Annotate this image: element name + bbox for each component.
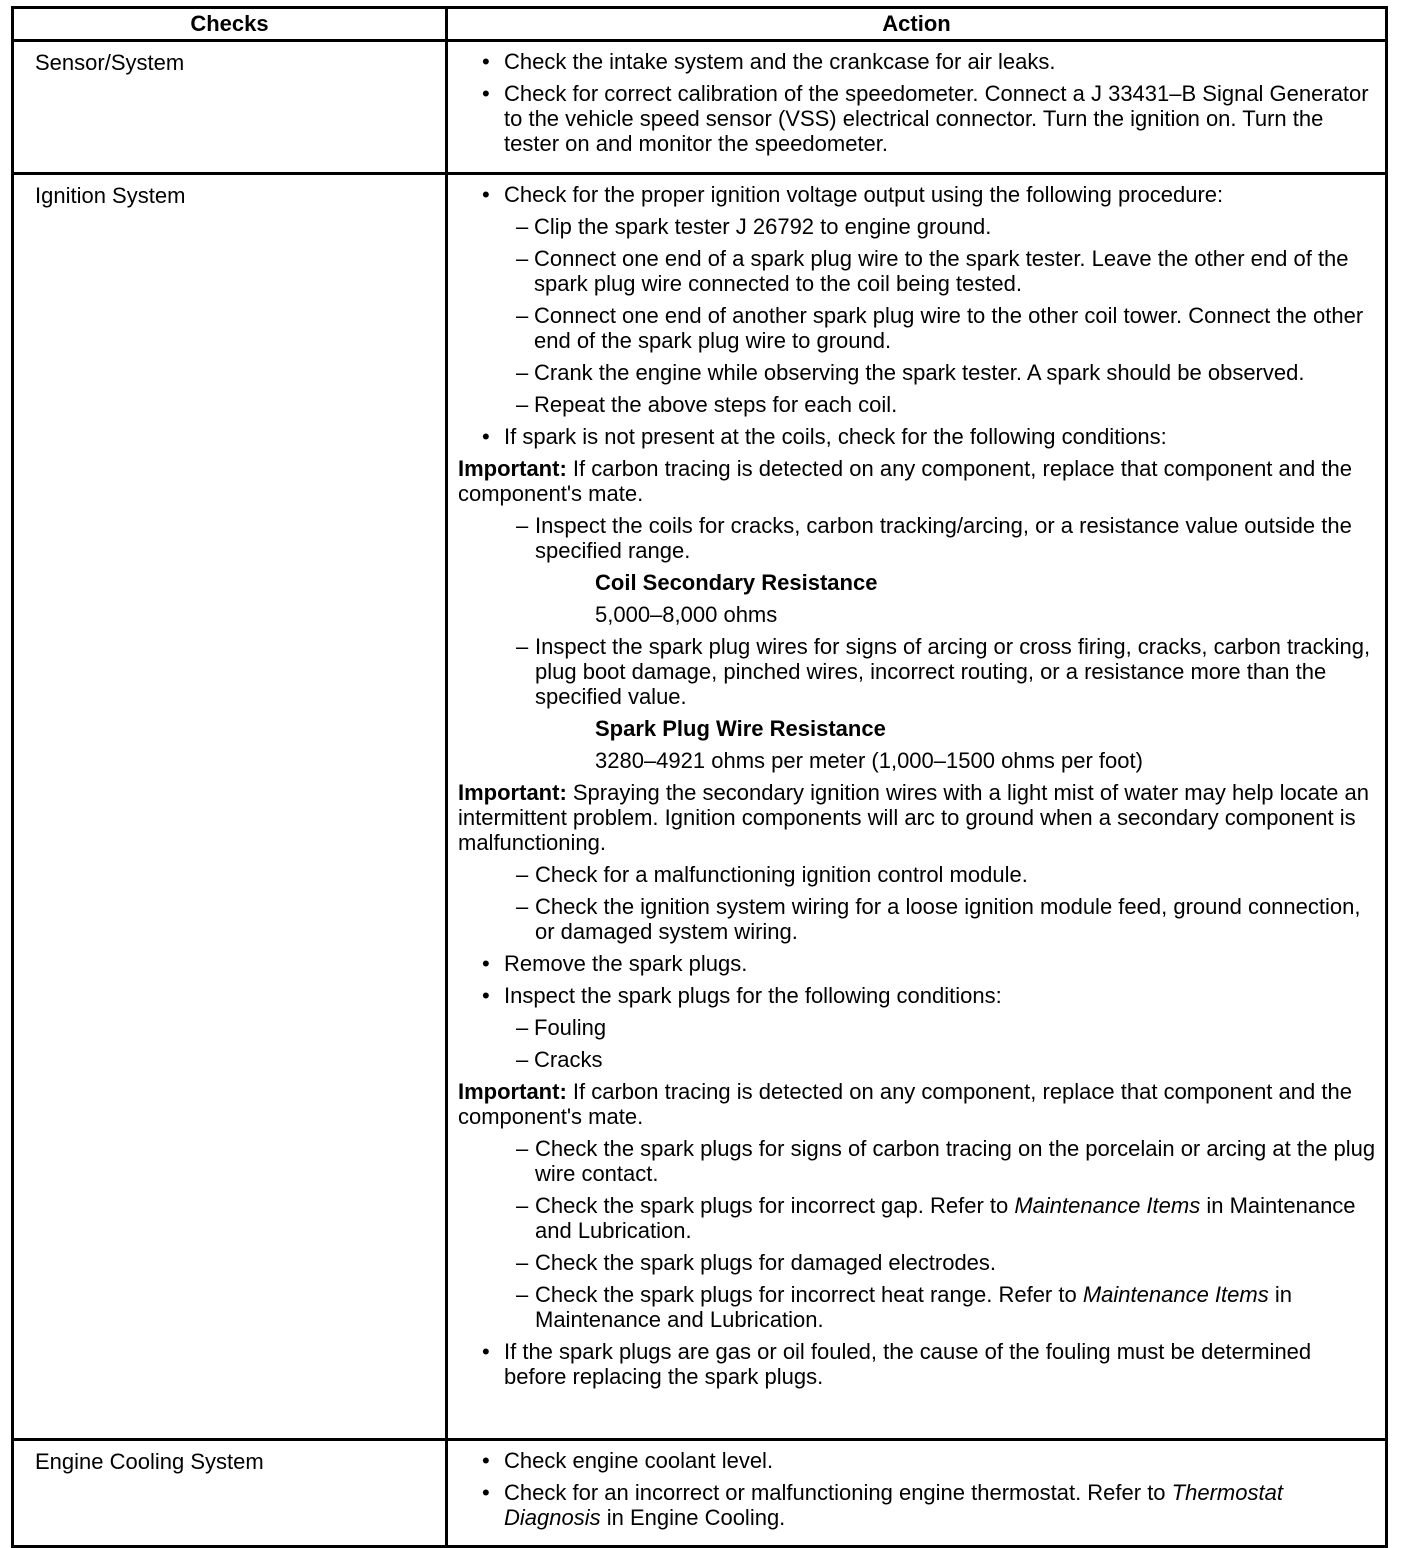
spec-value: 3280–4921 ohms per meter (1,000–1500 ohms per foot) [595,748,1143,773]
important-label: Important: [458,1079,567,1104]
procedure-step: – Repeat the above steps for each coil. [458,392,1379,417]
table-row [13,41,1387,174]
manual-reference: Maintenance Items [1082,1282,1269,1307]
step-text: in Engine Cooling. [600,1505,786,1530]
sub-step: – Check the spark plugs for signs of carbon tracing on the porcelain or arcing at the plug wire contact. [458,1136,1379,1186]
sub-step: – Check for a malfunctioning ignition control module. [458,862,1379,887]
manual-reference: Maintenance Items [1014,1193,1201,1218]
procedure-step: – Connect one end of a spark plug wire to the spark tester. Leave the other end of the spark plug wire connected to the coil being tested. [458,246,1379,296]
important-label: Important: [458,780,567,805]
bullet-item: • Check for correct calibration of the speedometer. Connect a J 33431–B Signal Generator to the vehicle speed sensor (VSS) electrical connector. Turn the ignition on. Turn the tester on and monitor the speedometer. [458,81,1379,156]
condition-item: – Cracks [458,1047,1379,1072]
bullet-item: • If spark is not present at the coils, check for the following conditions: [458,424,1379,449]
sub-step: – Check the spark plugs for damaged electrodes. [458,1250,1379,1275]
action-cell [447,174,1387,1440]
check-cell: Sensor/System [13,41,447,174]
important-note [458,1079,1379,1129]
spec-title: Coil Secondary Resistance [595,570,878,595]
diagnostic-checks-table [11,6,1388,1548]
action-cell [447,41,1387,174]
bullet-item: • Check the intake system and the crankcase for air leaks. [458,49,1379,74]
bullet-item: • Remove the spark plugs. [458,951,1379,976]
step-text: in Maintenance and Lubrication. [535,1193,1356,1243]
procedure-step: – Connect one end of another spark plug wire to the other coil tower. Connect the other end of the spark plug wire to ground. [458,303,1379,353]
sub-step: – Inspect the spark plug wires for signs of arcing or cross firing, cracks, carbon tracking, plug boot damage, pinched wires, incorrect routing, or a resistance more than the specified value. [458,634,1379,709]
bullet-item: • Check for the proper ignition voltage output using the following procedure: [458,182,1379,207]
procedure-step: – Clip the spark tester J 26792 to engine ground. [458,214,1379,239]
bullet-item [458,1480,1379,1530]
condition-item: – Fouling [458,1015,1379,1040]
important-note [458,456,1379,506]
step-text: Check the spark plugs for incorrect heat range. Refer to [535,1282,1083,1307]
sub-step: – Inspect the coils for cracks, carbon tracking/arcing, or a resistance value outside the specified range. [458,513,1379,563]
step-text: Check the spark plugs for incorrect gap. Refer to [535,1193,1015,1218]
procedure-step: – Crank the engine while observing the spark tester. A spark should be observed. [458,360,1379,385]
checks-column-header: Checks [13,8,447,41]
sub-step [458,1282,1379,1332]
important-text: If carbon tracing is detected on any component, replace that component and the component's mate. [458,456,1352,506]
important-note [458,780,1379,855]
table-header-row [13,8,1387,41]
check-cell: Ignition System [13,174,447,1440]
check-cell: Engine Cooling System [13,1440,447,1547]
bullet-item: • If the spark plugs are gas or oil fouled, the cause of the fouling must be determined before replacing the spark plugs. [458,1339,1379,1389]
action-cell [447,1440,1387,1547]
sub-step: – Check the ignition system wiring for a loose ignition module feed, ground connection, or damaged system wiring. [458,894,1379,944]
manual-reference: Thermostat Diagnosis [504,1480,1283,1530]
important-label: Important: [458,456,567,481]
step-text: in Maintenance and Lubrication. [535,1282,1292,1332]
important-text: If carbon tracing is detected on any component, replace that component and the component's mate. [458,1079,1352,1129]
spec-title: Spark Plug Wire Resistance [595,716,886,741]
bullet-item: • Check engine coolant level. [458,1448,1379,1473]
action-column-header: Action [447,8,1387,41]
important-text: Spraying the secondary ignition wires with a light mist of water may help locate an intermittent problem. Ignition components will arc to ground when a secondary component is malfunctioning. [458,780,1369,855]
step-text: Check for an incorrect or malfunctioning engine thermostat. Refer to [504,1480,1172,1505]
spec-value: 5,000–8,000 ohms [595,602,778,627]
bullet-item: • Inspect the spark plugs for the following conditions: [458,983,1379,1008]
table-row [13,1440,1387,1547]
sub-step [458,1193,1379,1243]
table-row [13,174,1387,1440]
